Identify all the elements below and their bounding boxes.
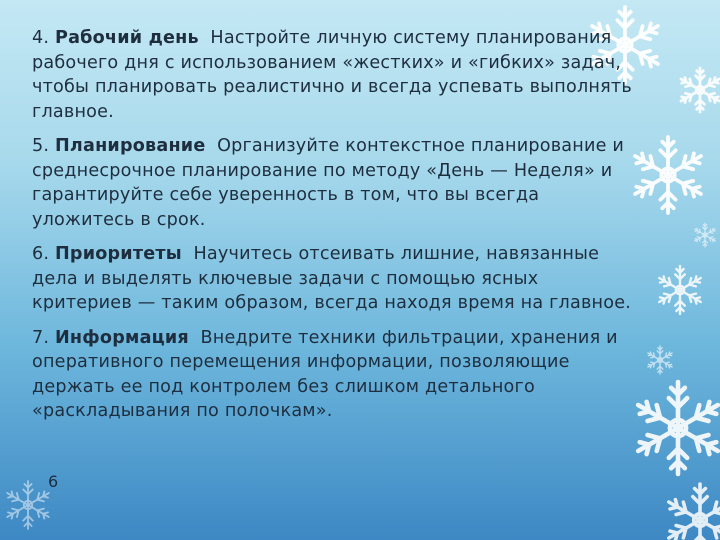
item-number: 4. — [32, 28, 50, 48]
snowflake-icon — [693, 223, 716, 247]
item-text: Внедрите техники фильтрации, хранения и оперативного перемещения информации, позволяющие держать ее под контролем без слишком детального «раскладывания по полочкам». — [32, 327, 618, 421]
item-number: 5. — [32, 136, 50, 156]
snowflake-icon — [631, 137, 704, 213]
page-number: 6 — [48, 472, 59, 491]
snowflake-icon — [657, 266, 703, 314]
slide-content — [32, 26, 642, 434]
item-title: Информация — [54, 327, 189, 348]
item-text: Научитесь отсеивать лишние, навязанные дела и выделять ключевые задачи с помощью ясных критериев — таким образом, всегда находя время на главное. — [32, 244, 632, 313]
snowflake-icon — [679, 68, 720, 112]
list-item-workday — [32, 26, 642, 124]
item-number: 6. — [32, 244, 50, 264]
item-text: Настройте личную систему планирования рабочего дня с использованием «жестких» и «гибких» задач, чтобы планировать реалистично и всегда успевать выполнять главное. — [32, 28, 632, 122]
item-text: Организуйте контекстное планирование и среднесрочное планирование по методу «День — Неделя» и гарантируйте себе уверенность в том, что вы всегда уложитесь в срок. — [32, 136, 625, 230]
snowflake-icon — [5, 481, 51, 529]
item-title: Приоритеты — [54, 244, 182, 264]
list-item-information — [32, 326, 642, 424]
item-title: Рабочий день — [54, 28, 199, 48]
snowflake-icon — [665, 484, 720, 540]
item-number: 7. — [32, 327, 50, 348]
list-item-planning — [32, 134, 642, 232]
item-title: Планирование — [54, 136, 206, 156]
snowflake-icon — [634, 382, 720, 474]
list-item-priorities — [32, 242, 642, 316]
snowflake-icon — [646, 346, 673, 374]
